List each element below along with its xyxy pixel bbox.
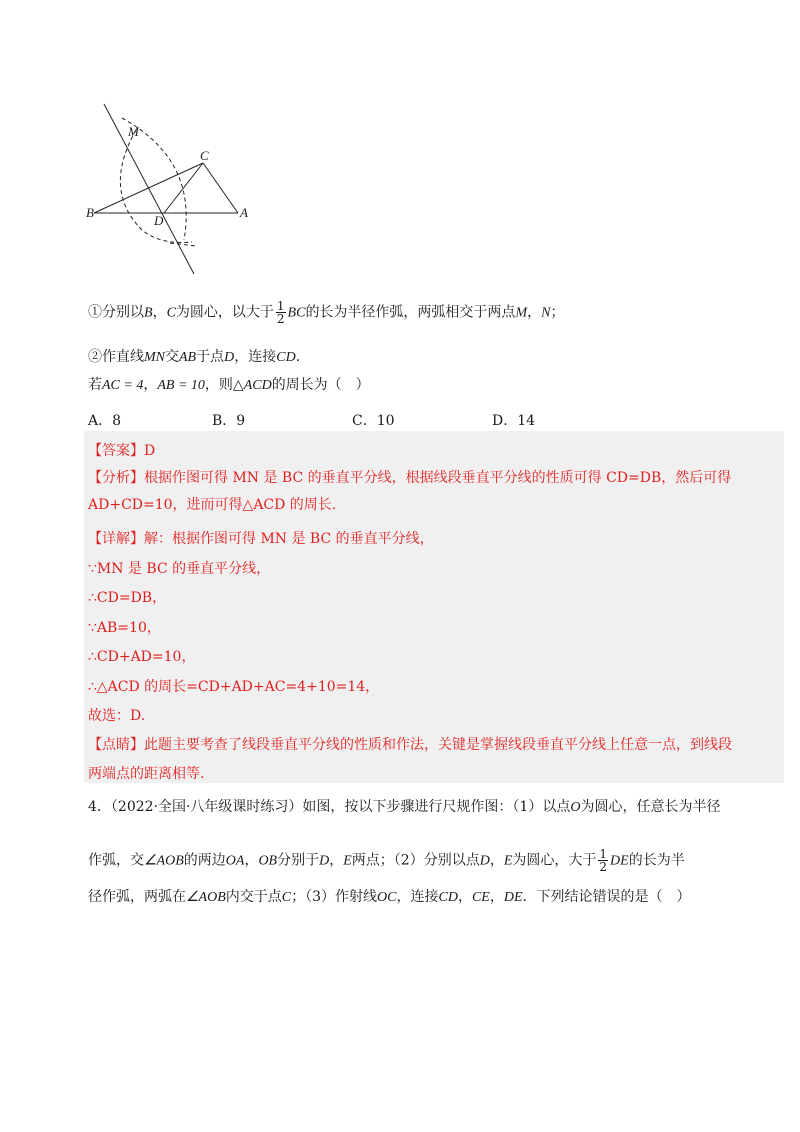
comment-line-2: 两端点的距离相等. xyxy=(88,766,205,782)
detail-line-4: ∵AB=10， xyxy=(88,620,161,636)
fraction-half xyxy=(276,300,286,325)
point-m: M xyxy=(515,305,528,321)
q4-line-1 xyxy=(88,796,720,816)
fraction-denominator: 2 xyxy=(599,860,608,874)
question-text xyxy=(88,374,370,394)
choice-d[interactable]: D．14 xyxy=(492,413,536,429)
angle-aob-label: ∠AOB xyxy=(186,890,226,905)
q4-line2-b: 的两边 xyxy=(183,852,226,869)
segment-ce-label: CE xyxy=(471,890,490,905)
q4-comma3: ， xyxy=(489,852,504,869)
step-2-text xyxy=(88,346,300,366)
q4-line2-f: 的长为半 xyxy=(628,852,685,869)
step2-prefix: ②作直线 xyxy=(88,349,144,365)
q4-line3-e: ．下列结论错误的是（ ） xyxy=(522,889,691,905)
question-suffix: 的周长为（ ） xyxy=(271,377,370,393)
step2-mid3: ，连接 xyxy=(234,349,277,365)
step2-mid2: 于点 xyxy=(196,349,225,365)
segment-cd-label: CD xyxy=(276,350,296,365)
ray-ob-label: OB xyxy=(258,853,278,869)
point-d: D xyxy=(319,853,330,869)
fraction-half xyxy=(598,848,608,873)
segment-de-label: DE xyxy=(503,890,523,905)
fraction-numerator: 1 xyxy=(599,847,608,861)
step1-mid: 为圆心，以大于 xyxy=(175,304,274,321)
q4-comma1: ， xyxy=(244,852,259,869)
q4-line3-a: 径作弧，两弧在 xyxy=(88,889,186,905)
ray-oa-label: OA xyxy=(225,853,245,869)
step2-mid: 交 xyxy=(165,349,179,365)
choice-c[interactable]: C．10 xyxy=(352,413,395,429)
step1-sep: ， xyxy=(152,304,167,321)
detail-line-7: 故选：D. xyxy=(88,708,146,724)
detail-line-2: ∵MN 是 BC 的垂直平分线， xyxy=(88,561,271,577)
point-d: D xyxy=(224,350,235,365)
q4-line2-d: 两点；（2）分别以点 xyxy=(351,852,480,869)
label-c: C xyxy=(200,148,209,163)
given-ac: AC = 4 xyxy=(102,378,144,393)
choice-b[interactable]: B．9 xyxy=(212,413,246,429)
q4-line3-d: ，连接 xyxy=(396,889,439,905)
line-mn xyxy=(104,104,194,274)
q4-line3-b: 内交于点 xyxy=(225,889,282,905)
segment-cd-label: CD xyxy=(438,890,458,905)
question-sep: ， xyxy=(143,377,158,393)
point-c: C xyxy=(166,305,176,321)
geometry-figure xyxy=(80,100,260,280)
fraction-denominator: 2 xyxy=(276,312,285,326)
label-m: M xyxy=(128,124,139,139)
q4-line2-a: 作弧，交 xyxy=(88,852,144,869)
fraction-numerator: 1 xyxy=(276,299,285,313)
given-ab: AB = 10 xyxy=(157,378,205,393)
point-e: E xyxy=(503,853,513,869)
point-b: B xyxy=(144,305,153,321)
angle-aob-label: ∠AOB xyxy=(144,853,184,869)
q4-line1-a: 4．（2022·全国·八年级课时练习）如图，按以下步骤进行尺规作图：（1）以点 xyxy=(88,799,571,815)
segment-bc xyxy=(94,163,203,213)
point-e: E xyxy=(343,853,352,869)
line-mn-label: MN xyxy=(144,350,165,365)
point-o: O xyxy=(570,800,581,815)
q4-comma2: ， xyxy=(329,852,344,869)
answer-line: 【答案】D xyxy=(88,443,156,459)
detail-line-1: 【详解】解：根据作图可得 MN 是 BC 的垂直平分线， xyxy=(88,531,434,547)
q4-line-3 xyxy=(88,886,691,906)
step1-suffix: 的长为半径作弧，两弧相交于两点 xyxy=(305,304,516,321)
step1-comma: ， xyxy=(527,304,542,321)
step1-prefix: ①分别以 xyxy=(88,304,144,321)
q4-line2-e: 为圆心，大于 xyxy=(512,852,597,869)
q4-comma4: ， xyxy=(457,889,472,905)
segment-de-label: DE xyxy=(610,853,629,869)
point-n: N xyxy=(541,305,551,321)
choice-a[interactable]: A．8 xyxy=(88,413,122,429)
point-c: C xyxy=(281,890,292,905)
analysis-line-1: 【分析】根据作图可得 MN 是 BC 的垂直平分线，根据线段垂直平分线的性质可得 CD=DB，然后可得 xyxy=(88,470,732,486)
segment-ca xyxy=(203,163,238,213)
question-prefix: 若 xyxy=(88,377,102,393)
triangle-acd-label: ACD xyxy=(243,378,272,393)
question-mid: ，则△ xyxy=(204,377,244,393)
step1-end: ； xyxy=(550,304,565,321)
q4-line3-c: ；（3）作射线 xyxy=(291,889,378,905)
q4-line2-c: 分别于 xyxy=(277,852,320,869)
label-a: A xyxy=(240,205,248,220)
segment-ab-label: AB xyxy=(179,350,197,365)
label-d: D xyxy=(154,213,164,228)
point-d: D xyxy=(479,853,490,869)
detail-line-3: ∴CD=DB， xyxy=(88,590,167,606)
detail-line-6: ∴△ACD 的周长=CD+AD+AC=4+10=14， xyxy=(88,679,380,695)
detail-line-5: ∴CD+AD=10， xyxy=(88,649,196,665)
step-1-text xyxy=(88,300,564,325)
analysis-line-2: AD+CD=10，进而可得△ACD 的周长. xyxy=(88,497,337,513)
step2-end: . xyxy=(295,349,301,365)
q4-comma5: ， xyxy=(489,889,504,905)
q4-line-2 xyxy=(88,848,685,873)
tick-mark xyxy=(170,243,196,246)
segment-bc-label: BC xyxy=(287,305,306,321)
label-b: B xyxy=(86,205,94,220)
q4-line1-b: 为圆心，任意长为半径 xyxy=(580,799,721,815)
comment-line-1: 【点睛】此题主要考查了线段垂直平分线的性质和作法，关键是掌握线段垂直平分线上任意一点，到线段 xyxy=(88,737,732,753)
segment-cd xyxy=(164,163,203,213)
ray-oc-label: OC xyxy=(377,890,397,905)
